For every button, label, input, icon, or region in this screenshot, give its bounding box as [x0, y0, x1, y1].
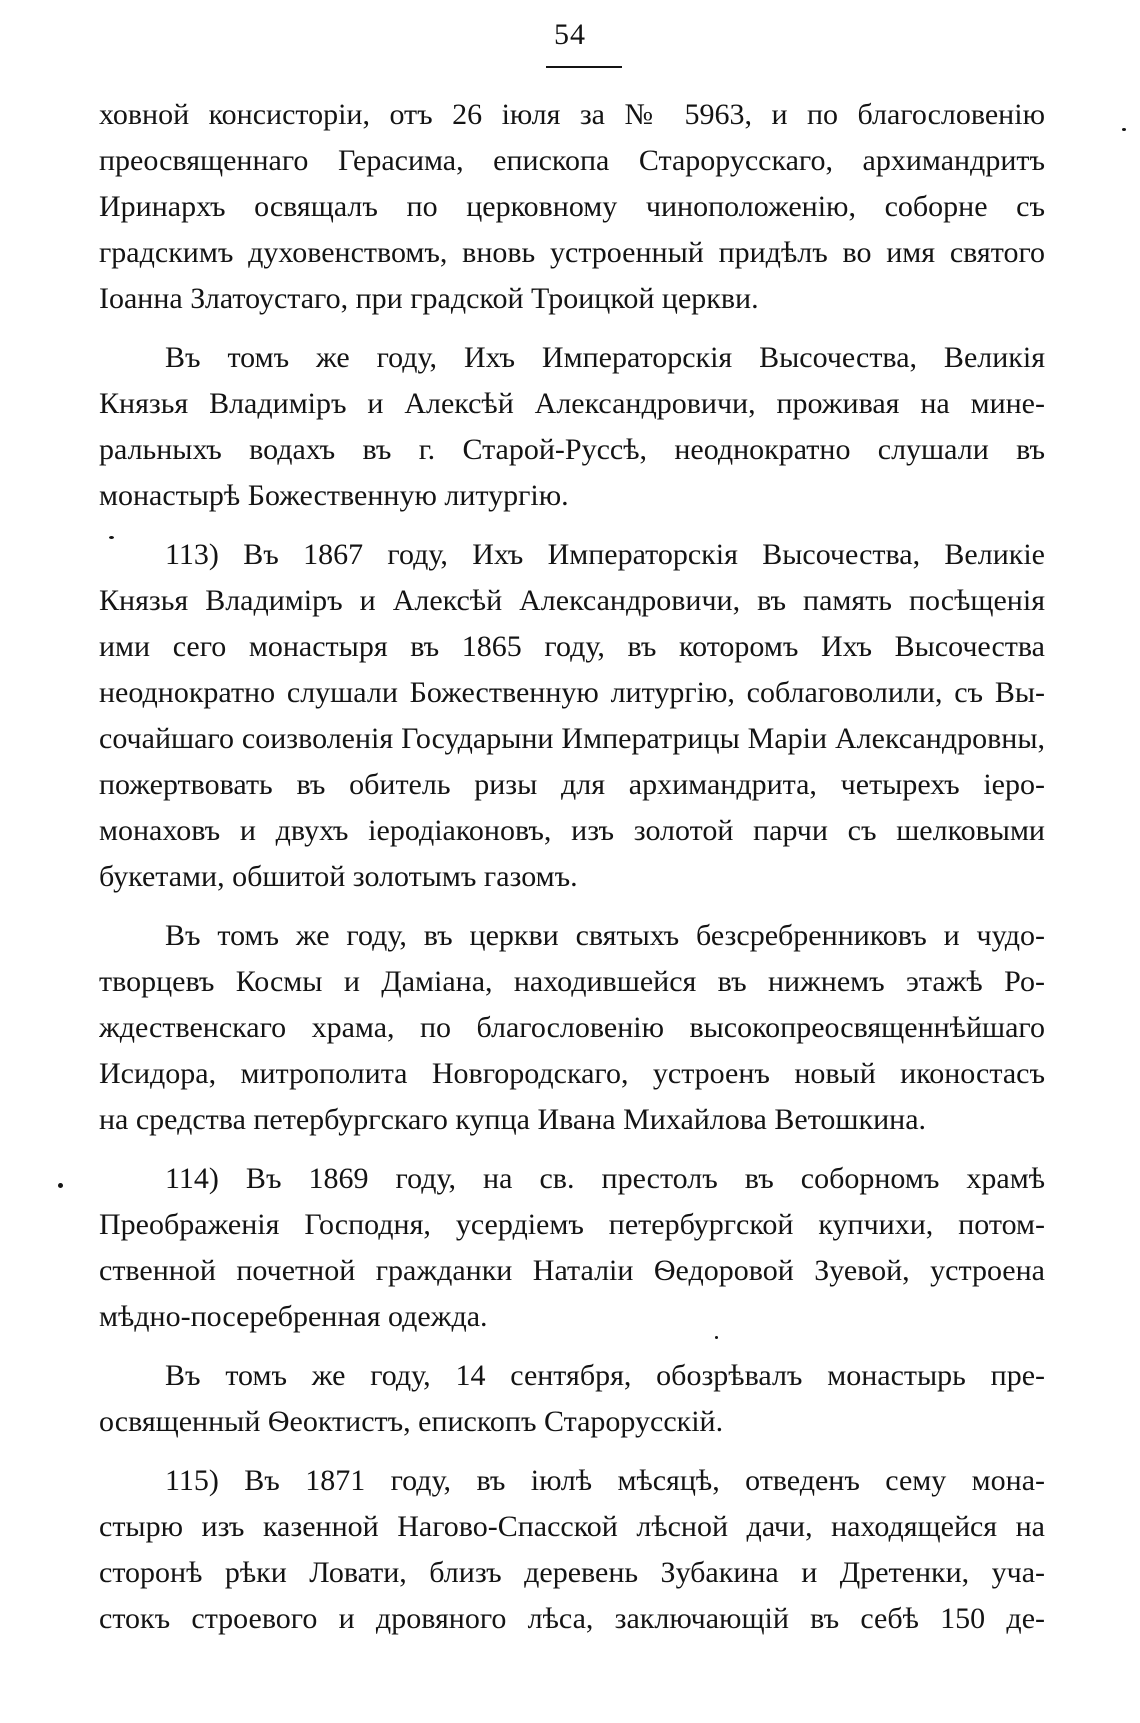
- text-line: сочайшаго соизволенія Государыни Императрицы Маріи Александровны,: [99, 722, 1045, 755]
- paragraph-consistory-consecration: [99, 92, 1045, 322]
- ink-speck: [58, 1183, 63, 1188]
- text-line: монастырѣ Божественную литургію.: [99, 479, 569, 512]
- ink-speck: [109, 536, 114, 539]
- text-line: Иринархъ освящалъ по церковному чиноположенію, соборне съ: [99, 190, 1045, 223]
- text-line: пожертвовать въ обитель ризы для архимандрита, четырехъ іеро-: [99, 768, 1045, 801]
- text-line: на средства петербургскаго купца Ивана Михайлова Ветошкина.: [99, 1103, 927, 1136]
- text-line: монаховъ и двухъ іеродіаконовъ, изъ золотой парчи съ шелковыми: [99, 814, 1045, 847]
- ink-speck: [715, 1336, 718, 1339]
- text-line: Князья Владиміръ и Алексѣй Александровичи, проживая на мине-: [99, 387, 1045, 420]
- paragraph-114: [99, 1156, 1045, 1340]
- text-line: стокъ строевого и дровяного лѣса, заключающій въ себѣ 150 де-: [99, 1602, 1045, 1635]
- text-line: Князья Владиміръ и Алексѣй Александровичи, въ память посѣщенія: [99, 584, 1045, 617]
- text-line: букетами, обшитой золотымъ газомъ.: [99, 860, 578, 893]
- text-line: Іоанна Златоустаго, при градской Троицкой церкви.: [99, 282, 759, 315]
- paragraph-grand-dukes-visit: [99, 335, 1045, 519]
- text-line: стырю изъ казенной Нагово-Спасской лѣсной дачи, находящейся на: [99, 1510, 1045, 1543]
- page-number: 54: [554, 18, 586, 51]
- text-line: 114) Въ 1869 году, на св. престолъ въ соборномъ храмѣ: [165, 1162, 1045, 1195]
- text-line: 115) Въ 1871 году, въ іюлѣ мѣсяцѣ, отведенъ сему мона-: [165, 1464, 1045, 1497]
- page-body: [99, 92, 1045, 1655]
- page-number-rule: [546, 66, 622, 68]
- text-line: Преображенія Господня, усердіемъ петербургской купчихи, потом-: [99, 1208, 1045, 1241]
- text-line: Въ томъ же году, Ихъ Императорскія Высочества, Великія: [165, 341, 1045, 374]
- text-line: ждественскаго храма, по благословенію высокопреосвященнѣйшаго: [99, 1011, 1045, 1044]
- text-line: Въ томъ же году, въ церкви святыхъ безсребренниковъ и чудо-: [165, 919, 1045, 952]
- text-line: творцевъ Космы и Даміана, находившейся въ нижнемъ этажѣ Ро-: [99, 965, 1045, 998]
- text-line: Въ томъ же году, 14 сентября, обозрѣвалъ монастырь пре-: [165, 1359, 1045, 1392]
- text-line: градскимъ духовенствомъ, вновь устроенный придѣлъ во имя святого: [99, 236, 1045, 269]
- text-line: мѣдно-посеребренная одежда.: [99, 1300, 488, 1333]
- ink-speck: [1122, 128, 1126, 131]
- text-line: преосвященнаго Герасима, епископа Старорусскаго, архимандритъ: [99, 144, 1045, 177]
- text-line: неоднократно слушали Божественную литургію, соблаговолили, съ Вы-: [99, 676, 1045, 709]
- paragraph-113: [99, 532, 1045, 900]
- text-line: сторонѣ рѣки Ловати, близъ деревень Зубакина и Дретенки, уча-: [99, 1556, 1045, 1589]
- text-line: ховной консисторіи, отъ 26 іюля за № 5963, и по благословенію: [99, 98, 1045, 131]
- text-line: ственной почетной гражданки Наталіи Ѳедоровой Зуевой, устроена: [99, 1254, 1045, 1287]
- text-line: 113) Въ 1867 году, Ихъ Императорскія Высочества, Великіе: [165, 538, 1045, 571]
- paragraph-iconostasis: [99, 913, 1045, 1143]
- text-line: освященный Ѳеоктистъ, епископъ Старорусскій.: [99, 1405, 724, 1438]
- text-line: Исидора, митрополита Новгородскаго, устроенъ новый иконостасъ: [99, 1057, 1045, 1090]
- paragraph-bishop-inspection: [99, 1353, 1045, 1445]
- text-line: ральныхъ водахъ въ г. Старой-Руссѣ, неоднократно слушали въ: [99, 433, 1045, 466]
- paragraph-115: [99, 1458, 1045, 1642]
- text-line: ими сего монастыря въ 1865 году, въ которомъ Ихъ Высочества: [99, 630, 1045, 663]
